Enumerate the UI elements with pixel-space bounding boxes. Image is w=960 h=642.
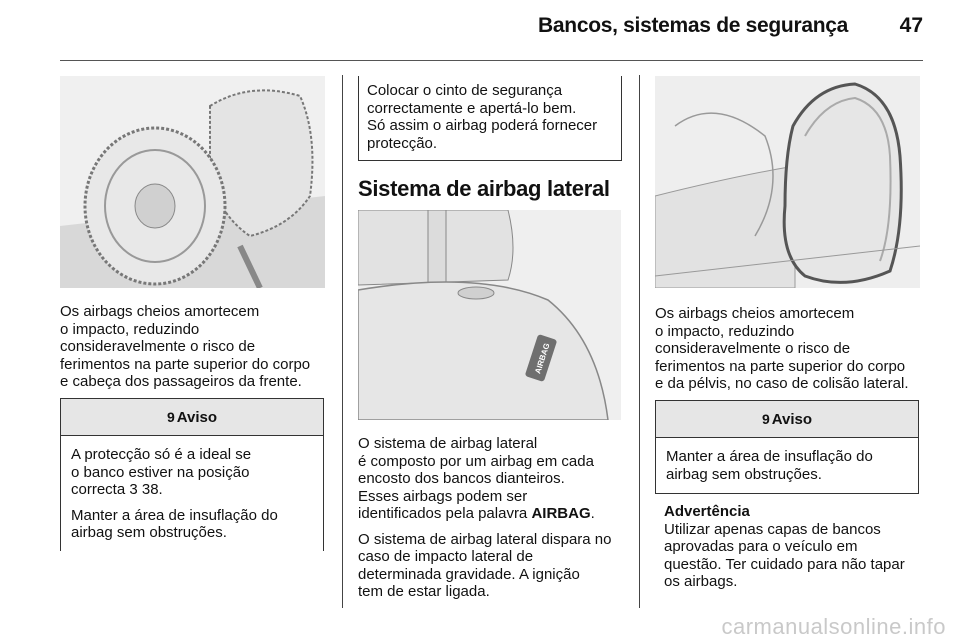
col3-note: [664, 503, 934, 591]
front-airbag-illustration: [60, 76, 325, 288]
note-line: Utilizar apenas capas de bancos: [664, 520, 881, 538]
body-line: O sistema de airbag lateral dispara no: [358, 530, 612, 548]
header-rule: [60, 60, 923, 61]
body-line: encosto dos bancos dianteiros.: [358, 470, 565, 487]
body-line: O sistema de airbag lateral: [358, 435, 538, 452]
warning-line: Manter a área de insuflação do: [666, 448, 873, 465]
airbag-keyword: AIRBAG: [531, 505, 591, 522]
body-line: .: [590, 505, 595, 522]
col1-caption: [60, 303, 330, 391]
col2-notice-box: [358, 76, 622, 161]
caption-line: o impacto, reduzindo: [655, 322, 795, 340]
notice-line: Colocar o cinto de segurança: [367, 82, 563, 99]
body-line: caso de impacto lateral de: [358, 548, 534, 565]
caption-line: e da pélvis, no caso de colisão lateral.: [655, 375, 909, 392]
page-ref-arrow-icon: 3: [129, 481, 138, 498]
body-line: Esses airbags podem ser: [358, 487, 528, 505]
caption-line: o impacto, reduzindo: [60, 320, 200, 338]
caption-line: consideravelmente o risco de: [60, 338, 256, 355]
section-title: Sistema de airbag lateral: [358, 176, 610, 201]
warning-line: o banco estiver na posição: [71, 463, 250, 481]
col1-warning-box: [60, 398, 324, 551]
warning-line: Manter a área de insuflação do: [71, 506, 278, 524]
caption-line: ferimentos na parte superior do corpo: [60, 355, 311, 373]
warning-title: Aviso: [771, 411, 813, 428]
caption-line: Os airbags cheios amortecem: [655, 305, 855, 322]
warning-line: A protecção só é a ideal se: [71, 446, 252, 463]
column-divider-1: [342, 75, 343, 608]
caption-line: Os airbags cheios amortecem: [60, 303, 260, 320]
page-header-title: Bancos, sistemas de segurança: [538, 14, 848, 37]
col3-warning-box: [655, 400, 919, 494]
caption-line: e cabeça dos passageiros da frente.: [60, 373, 302, 390]
note-line: os airbags.: [664, 573, 738, 590]
note-line: aprovadas para o veículo em: [664, 538, 858, 555]
warning-title: Aviso: [176, 409, 218, 426]
page-ref: 38.: [141, 481, 163, 498]
col3-caption: [655, 305, 935, 393]
caption-line: ferimentos na parte superior do corpo: [655, 357, 906, 375]
warning-line: airbag sem obstruções.: [71, 524, 227, 541]
body-line: tem de estar ligada.: [358, 583, 490, 600]
side-airbag-inflated-illustration: [655, 76, 920, 288]
warning-header: [61, 399, 323, 436]
body-line: é composto por um airbag em cada: [358, 452, 594, 470]
page-number: 47: [899, 14, 923, 37]
notice-line: Só assim o airbag poderá fornecer: [367, 117, 598, 134]
airbag-label: AIRBAG: [533, 342, 552, 375]
body-line: identificados pela palavra: [358, 505, 532, 522]
warning-line: airbag sem obstruções.: [666, 465, 822, 483]
warning-icon: 9: [166, 409, 175, 425]
caption-line: consideravelmente o risco de: [655, 340, 851, 357]
col2-text: [358, 435, 633, 609]
side-airbag-seat-illustration: [358, 210, 621, 420]
warning-header: [656, 401, 918, 438]
notice-line: protecção.: [367, 134, 438, 152]
warning-line: correcta: [71, 481, 126, 498]
warning-icon: 9: [761, 411, 770, 427]
watermark: carmanualsonline.info: [721, 614, 946, 639]
notice-line: correctamente e apertá-lo bem.: [367, 99, 577, 117]
note-title: Advertência: [664, 503, 750, 520]
note-line: questão. Ter cuidado para não tapar: [664, 555, 905, 573]
body-line: determinada gravidade. A ignição: [358, 565, 580, 583]
column-divider-2: [639, 75, 640, 608]
